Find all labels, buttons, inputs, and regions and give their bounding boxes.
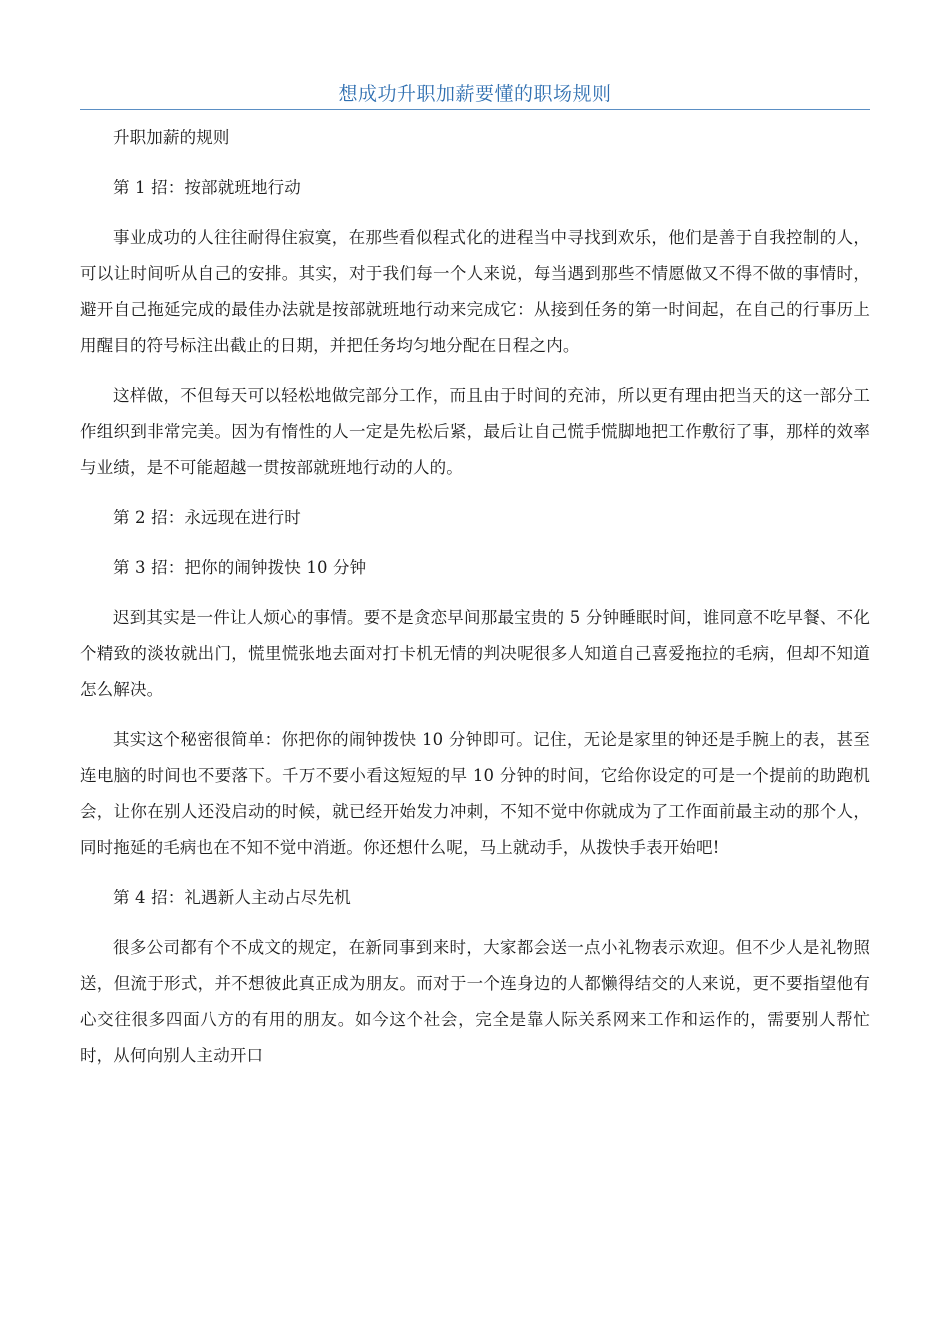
body-paragraph: 其实这个秘密很简单：你把你的闹钟拨快 10 分钟即可。记住，无论是家里的钟还是手腕上的表，甚至连电脑的时间也不要落下。千万不要小看这短短的早 10 分钟的时间，它给你设定的可是一个提前的助跑机会，让你在别人还没启动的时候，就已经开始发力冲刺，不知不觉中你就成为了工作面前最主动的那个人，同时拖延的毛病也在不知不觉中消逝。你还想什么呢，马上就动手，从拨快手表开始吧!	[80, 730, 870, 857]
body-paragraph: 迟到其实是一件让人烦心的事情。要不是贪恋早间那最宝贵的 5 分钟睡眠时间，谁同意不吃早餐、不化个精致的淡妆就出门，慌里慌张地去面对打卡机无情的判决呢很多人知道自己喜爱拖拉的毛病，但却不知道怎么解决。	[80, 608, 870, 699]
section-heading: 第 1 招：按部就班地行动	[113, 178, 301, 197]
section-heading: 第 3 招：把你的闹钟拨快 10 分钟	[113, 558, 367, 577]
body-paragraph: 事业成功的人往往耐得住寂寞，在那些看似程式化的进程当中寻找到欢乐，他们是善于自我控制的人，可以让时间听从自己的安排。其实，对于我们每一个人来说，每当遇到那些不情愿做又不得不做的事情时，避开自己拖延完成的最佳办法就是按部就班地行动来完成它：从接到任务的第一时间起，在自己的行事历上用醒目的符号标注出截止的日期，并把任务均匀地分配在日程之内。	[80, 228, 870, 355]
section-heading: 升职加薪的规则	[113, 128, 230, 147]
section-heading: 第 2 招：永远现在进行时	[113, 508, 301, 527]
section-heading: 第 4 招：礼遇新人主动占尽先机	[113, 888, 351, 907]
body-paragraph: 这样做，不但每天可以轻松地做完部分工作，而且由于时间的充沛，所以更有理由把当天的这一部分工作组织到非常完美。因为有惰性的人一定是先松后紧，最后让自己慌手慌脚地把工作敷衍了事，那样的效率与业绩，是不可能超越一贯按部就班地行动的人的。	[80, 386, 870, 477]
document-title: 想成功升职加薪要懂的职场规则	[338, 83, 612, 105]
document-body	[80, 120, 870, 1088]
title-underline	[80, 109, 870, 110]
body-paragraph: 很多公司都有个不成文的规定，在新同事到来时，大家都会送一点小礼物表示欢迎。但不少人是礼物照送，但流于形式，并不想彼此真正成为朋友。而对于一个连身边的人都懒得结交的人来说，更不要指望他有心交往很多四面八方的有用的朋友。如今这个社会，完全是靠人际关系网来工作和运作的，需要别人帮忙时，从何向别人主动开口	[80, 938, 870, 1065]
